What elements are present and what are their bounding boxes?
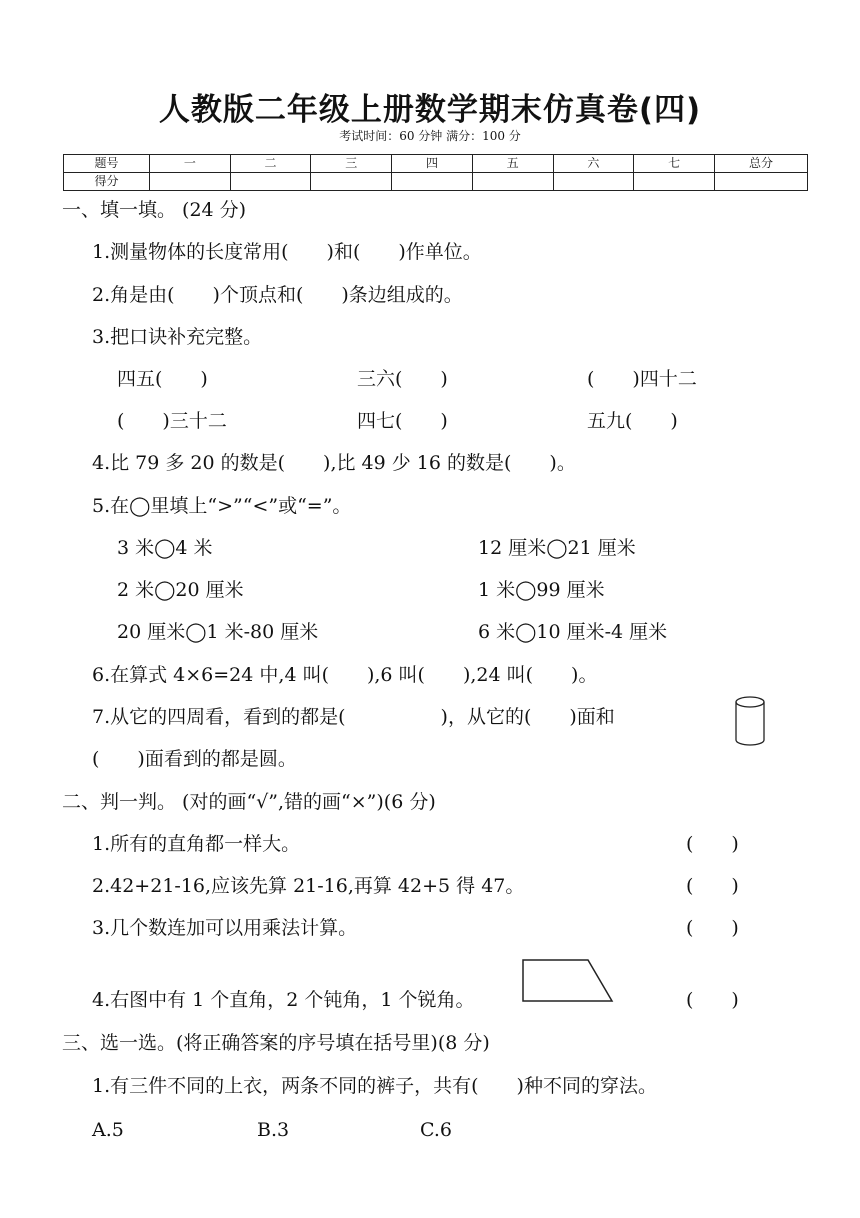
question-1-4: 4.比 79 多 20 的数是( ),比 49 少 16 的数是( )。: [92, 452, 576, 474]
score-cell[interactable]: [311, 173, 392, 191]
comparison-item: 20 厘米◯1 米-80 厘米: [117, 621, 319, 643]
judge-item-2: 2.42+21-16,应该先算 21-16,再算 42+5 得 47。: [92, 875, 525, 897]
judge-item-4: 4.右图中有 1 个直角，2 个钝角，1 个锐角。: [92, 989, 475, 1011]
question-1-7: 7.从它的四周看，看到的都是( )，从它的( )面和: [92, 706, 615, 728]
score-header-cell: 总分: [715, 155, 808, 173]
score-row-label: 得分: [64, 173, 150, 191]
choice-question-1: 1.有三件不同的上衣，两条不同的裤子，共有( )种不同的穿法。: [92, 1075, 657, 1097]
multiplication-rhyme-item: ( )三十二: [117, 410, 227, 432]
answer-bracket[interactable]: ( ): [686, 989, 739, 1011]
multiplication-rhyme-item: 五九( ): [587, 410, 678, 432]
comparison-item: 3 米◯4 米: [117, 537, 213, 559]
score-cell[interactable]: [150, 173, 231, 191]
score-header-cell: 五: [472, 155, 553, 173]
question-1-7-continued: ( )面看到的都是圆。: [92, 748, 297, 770]
choice-option-a[interactable]: A.5: [92, 1119, 124, 1141]
score-header-cell: 一: [150, 155, 231, 173]
score-header-cell: 二: [230, 155, 311, 173]
answer-bracket[interactable]: ( ): [686, 917, 739, 939]
choice-option-b[interactable]: B.3: [257, 1119, 290, 1141]
score-cell[interactable]: [634, 173, 715, 191]
section1-title: 一、填一填。 (24 分): [62, 199, 247, 221]
question-1-5: 5.在◯里填上“>”“<”或“=”。: [92, 495, 352, 517]
page-title: 人教版二年级上册数学期末仿真卷(四): [158, 92, 702, 128]
multiplication-rhyme-item: 四七( ): [357, 410, 448, 432]
answer-bracket[interactable]: ( ): [686, 875, 739, 897]
section3-title: 三、选一选。(将正确答案的序号填在括号里)(8 分): [62, 1032, 490, 1054]
trapezoid-figure: [520, 957, 616, 1005]
score-table-header-row: [64, 155, 808, 173]
section2-title: 二、判一判。 (对的画“√”,错的画“×”)(6 分): [62, 791, 436, 813]
question-1-6: 6.在算式 4×6=24 中,4 叫( ),6 叫( ),24 叫( )。: [92, 664, 598, 686]
score-header-cell: 四: [392, 155, 473, 173]
comparison-item: 6 米◯10 厘米-4 厘米: [478, 621, 668, 643]
score-table: [63, 154, 808, 191]
question-1-2: 2.角是由( )个顶点和( )条边组成的。: [92, 284, 463, 306]
judge-item-1: 1.所有的直角都一样大。: [92, 833, 301, 855]
exam-info: 考试时间：60 分钟 满分：100 分: [339, 129, 521, 143]
score-header-cell: 题号: [64, 155, 150, 173]
score-cell[interactable]: [553, 173, 634, 191]
comparison-item: 12 厘米◯21 厘米: [478, 537, 636, 559]
multiplication-rhyme-item: 四五( ): [117, 368, 208, 390]
question-1-1: 1.测量物体的长度常用( )和( )作单位。: [92, 241, 482, 263]
score-header-cell: 六: [553, 155, 634, 173]
score-header-cell: 七: [634, 155, 715, 173]
multiplication-rhyme-item: ( )四十二: [587, 368, 697, 390]
answer-bracket[interactable]: ( ): [686, 833, 739, 855]
cylinder-figure: [732, 694, 768, 750]
choice-option-c[interactable]: C.6: [420, 1119, 452, 1141]
score-cell[interactable]: [230, 173, 311, 191]
score-table-score-row: [64, 173, 808, 191]
comparison-item: 2 米◯20 厘米: [117, 579, 244, 601]
multiplication-rhyme-item: 三六( ): [357, 368, 448, 390]
score-cell[interactable]: [715, 173, 808, 191]
question-1-3: 3.把口诀补充完整。: [92, 326, 263, 348]
score-header-cell: 三: [311, 155, 392, 173]
score-cell[interactable]: [472, 173, 553, 191]
judge-item-3: 3.几个数连加可以用乘法计算。: [92, 917, 358, 939]
comparison-item: 1 米◯99 厘米: [478, 579, 605, 601]
score-cell[interactable]: [392, 173, 473, 191]
